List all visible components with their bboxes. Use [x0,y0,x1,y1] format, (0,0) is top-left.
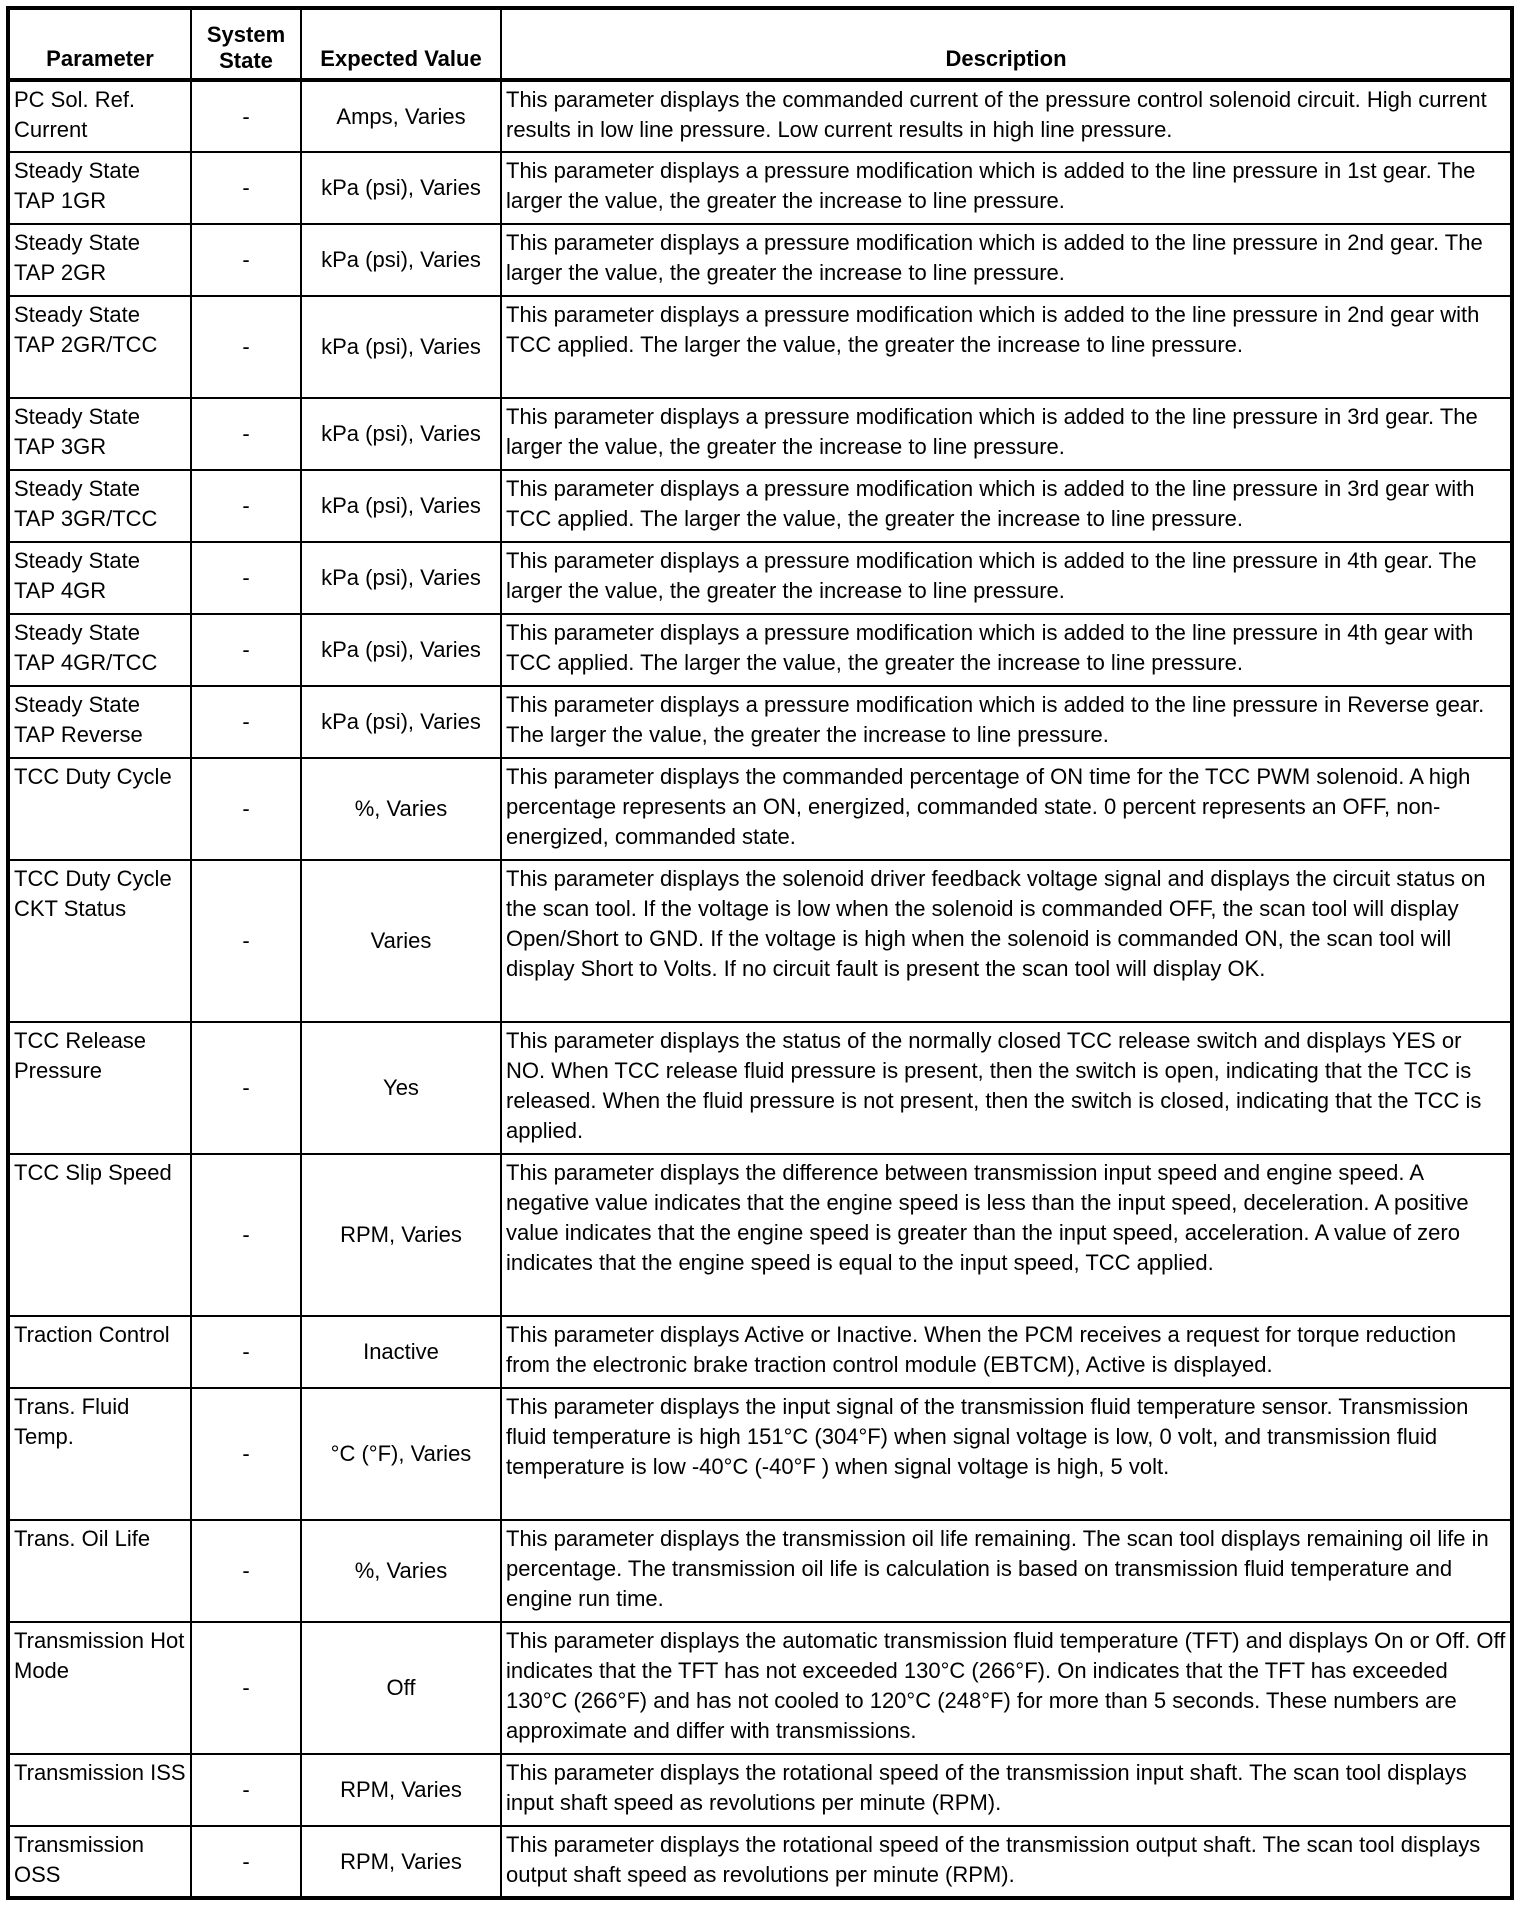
parameter-cell: TCC Slip Speed [8,1154,191,1316]
document-page [6,6,1514,1900]
system-state-cell: - [191,1826,301,1898]
description-cell: This parameter displays the rotational speed of the transmission output shaft. The scan tool displays output shaft speed as revolutions per minute (RPM). [501,1826,1512,1898]
system-state-cell: - [191,686,301,758]
description-cell: This parameter displays a pressure modification which is added to the line pressure in 4th gear with TCC applied. The larger the value, the greater the increase to line pressure. [501,614,1512,686]
description-cell: This parameter displays a pressure modification which is added to the line pressure in 3rd gear. The larger the value, the greater the increase to line pressure. [501,398,1512,470]
parameter-cell: Transmission Hot Mode [8,1622,191,1754]
system-state-cell: - [191,398,301,470]
expected-value-cell: kPa (psi), Varies [301,686,501,758]
system-state-cell: - [191,1316,301,1388]
expected-value-cell: kPa (psi), Varies [301,542,501,614]
expected-value-cell: Yes [301,1022,501,1154]
parameter-cell: TCC Duty Cycle CKT Status [8,860,191,1022]
description-cell: This parameter displays a pressure modification which is added to the line pressure in 2nd gear. The larger the value, the greater the increase to line pressure. [501,224,1512,296]
system-state-cell: - [191,1520,301,1622]
expected-value-cell: °C (°F), Varies [301,1388,501,1520]
description-cell: This parameter displays the commanded current of the pressure control solenoid circuit. High current results in low line pressure. Low current results in high line pressure. [501,80,1512,152]
expected-value-cell: RPM, Varies [301,1154,501,1316]
expected-value-cell: %, Varies [301,1520,501,1622]
expected-value-cell: kPa (psi), Varies [301,470,501,542]
header-system-state: System State [191,8,301,80]
system-state-cell: - [191,224,301,296]
description-cell: This parameter displays the input signal of the transmission fluid temperature sensor. Transmission fluid temperature is high 151°C (304°F) when signal voltage is low, 0 volt, and transmission fluid temperature is low -40°C (-40°F ) when signal voltage is high, 5 volt. [501,1388,1512,1520]
parameter-cell: Trans. Fluid Temp. [8,1388,191,1520]
expected-value-cell: RPM, Varies [301,1754,501,1826]
parameter-cell: Steady State TAP 3GR [8,398,191,470]
system-state-cell: - [191,1754,301,1826]
table-row [8,152,1512,224]
description-cell: This parameter displays the commanded percentage of ON time for the TCC PWM solenoid. A high percentage represents an ON, energized, commanded state. 0 percent represents an OFF, non-energized, commanded state. [501,758,1512,860]
table-row [8,80,1512,152]
table-row [8,1520,1512,1622]
table-row [8,398,1512,470]
table-row [8,542,1512,614]
expected-value-cell: kPa (psi), Varies [301,152,501,224]
parameter-cell: Traction Control [8,1316,191,1388]
parameter-cell: Transmission ISS [8,1754,191,1826]
description-cell: This parameter displays the rotational speed of the transmission input shaft. The scan tool displays input shaft speed as revolutions per minute (RPM). [501,1754,1512,1826]
parameter-cell: Steady State TAP Reverse [8,686,191,758]
table-row [8,224,1512,296]
table-row [8,296,1512,398]
parameter-cell: PC Sol. Ref. Current [8,80,191,152]
table-row [8,860,1512,1022]
header-expected-value: Expected Value [301,8,501,80]
description-cell: This parameter displays a pressure modification which is added to the line pressure in Reverse gear. The larger the value, the greater the increase to line pressure. [501,686,1512,758]
description-cell: This parameter displays the automatic transmission fluid temperature (TFT) and displays On or Off. Off indicates that the TFT has not exceeded 130°C (266°F). On indicates that the TFT has exceeded 130°C (266°F) and has not cooled to 120°C (248°F) for more than 5 seconds. These numbers are approximate and differ with transmissions. [501,1622,1512,1754]
expected-value-cell: kPa (psi), Varies [301,296,501,398]
system-state-cell: - [191,152,301,224]
parameter-cell: Steady State TAP 2GR [8,224,191,296]
expected-value-cell: Varies [301,860,501,1022]
parameter-cell: Steady State TAP 4GR [8,542,191,614]
header-parameter: Parameter [8,8,191,80]
system-state-cell: - [191,860,301,1022]
table-row [8,1316,1512,1388]
parameter-cell: Steady State TAP 4GR/TCC [8,614,191,686]
description-cell: This parameter displays the solenoid driver feedback voltage signal and displays the circuit status on the scan tool. If the voltage is low when the solenoid is commanded OFF, the scan tool will display Open/Short to GND. If the voltage is high when the solenoid is commanded ON, the scan tool will display Short to Volts. If no circuit fault is present the scan tool will display OK. [501,860,1512,1022]
table-row [8,470,1512,542]
expected-value-cell: RPM, Varies [301,1826,501,1898]
expected-value-cell: Inactive [301,1316,501,1388]
expected-value-cell: Off [301,1622,501,1754]
description-cell: This parameter displays the status of the normally closed TCC release switch and displays YES or NO. When TCC release fluid pressure is present, then the switch is open, indicating that the TCC is released. When the fluid pressure is not present, then the switch is closed, indicating that the TCC is applied. [501,1022,1512,1154]
parameter-cell: Steady State TAP 3GR/TCC [8,470,191,542]
system-state-cell: - [191,758,301,860]
system-state-cell: - [191,542,301,614]
system-state-cell: - [191,614,301,686]
system-state-cell: - [191,80,301,152]
expected-value-cell: Amps, Varies [301,80,501,152]
parameter-table [6,6,1514,1900]
table-row [8,1826,1512,1898]
header-row [8,8,1512,80]
description-cell: This parameter displays a pressure modification which is added to the line pressure in 2nd gear with TCC applied. The larger the value, the greater the increase to line pressure. [501,296,1512,398]
expected-value-cell: kPa (psi), Varies [301,224,501,296]
system-state-cell: - [191,1022,301,1154]
expected-value-cell: kPa (psi), Varies [301,614,501,686]
table-row [8,1022,1512,1154]
parameter-cell: Trans. Oil Life [8,1520,191,1622]
table-row [8,1754,1512,1826]
parameter-cell: TCC Release Pressure [8,1022,191,1154]
table-row [8,686,1512,758]
description-cell: This parameter displays a pressure modification which is added to the line pressure in 1st gear. The larger the value, the greater the increase to line pressure. [501,152,1512,224]
parameter-cell: Transmission OSS [8,1826,191,1898]
description-cell: This parameter displays the difference between transmission input speed and engine speed. A negative value indicates that the engine speed is less than the input speed, deceleration. A positive value indicates that the engine speed is greater than the input speed, acceleration. A value of zero indicates that the engine speed is equal to the input speed, TCC applied. [501,1154,1512,1316]
system-state-cell: - [191,296,301,398]
description-cell: This parameter displays a pressure modification which is added to the line pressure in 4th gear. The larger the value, the greater the increase to line pressure. [501,542,1512,614]
table-row [8,758,1512,860]
system-state-cell: - [191,1622,301,1754]
header-description: Description [501,8,1512,80]
description-cell: This parameter displays Active or Inactive. When the PCM receives a request for torque reduction from the electronic brake traction control module (EBTCM), Active is displayed. [501,1316,1512,1388]
parameter-cell: TCC Duty Cycle [8,758,191,860]
expected-value-cell: kPa (psi), Varies [301,398,501,470]
system-state-cell: - [191,1388,301,1520]
description-cell: This parameter displays the transmission oil life remaining. The scan tool displays remaining oil life in percentage. The transmission oil life is calculation is based on transmission fluid temperature and engine run time. [501,1520,1512,1622]
table-body [8,80,1512,1898]
parameter-cell: Steady State TAP 1GR [8,152,191,224]
system-state-cell: - [191,470,301,542]
table-row [8,1154,1512,1316]
table-row [8,614,1512,686]
table-row [8,1388,1512,1520]
description-cell: This parameter displays a pressure modification which is added to the line pressure in 3rd gear with TCC applied. The larger the value, the greater the increase to line pressure. [501,470,1512,542]
system-state-cell: - [191,1154,301,1316]
parameter-cell: Steady State TAP 2GR/TCC [8,296,191,398]
expected-value-cell: %, Varies [301,758,501,860]
table-row [8,1622,1512,1754]
